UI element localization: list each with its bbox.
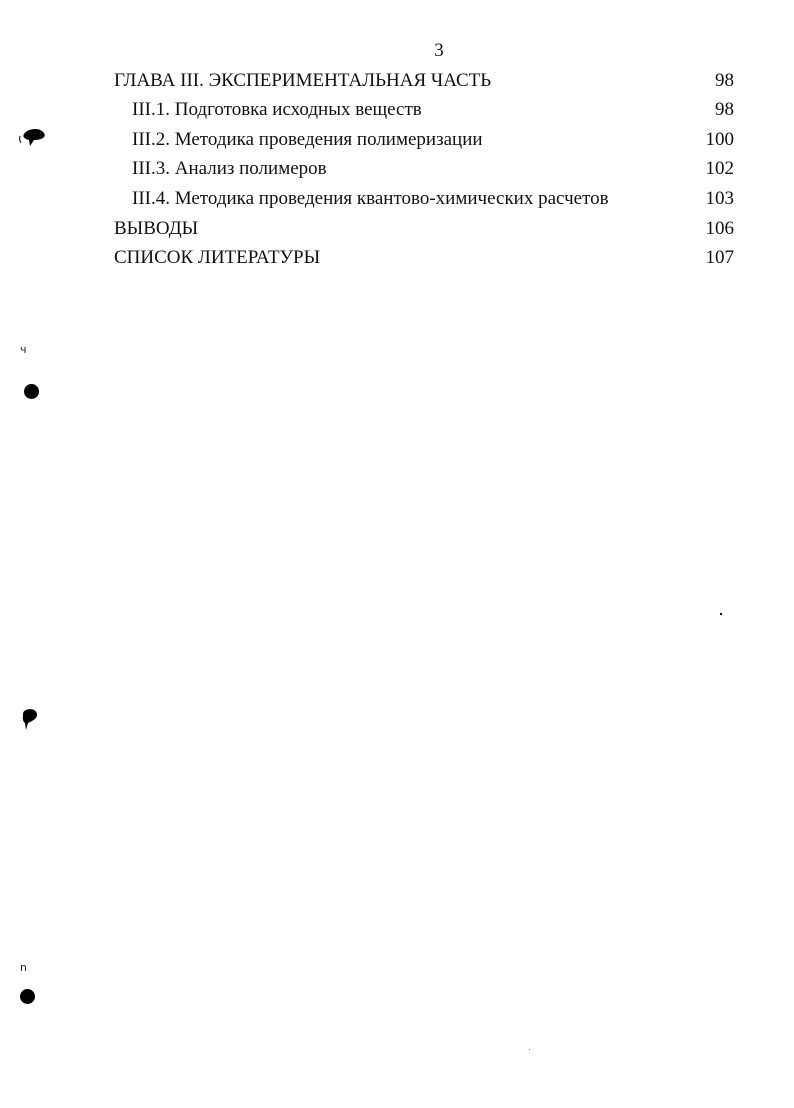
toc-entry-title: III.2. Методика проведения полимеризации — [132, 129, 483, 150]
toc-entry-section-3-1 — [114, 98, 734, 122]
scan-dot — [720, 613, 722, 615]
toc-entry-section-3-3 — [114, 157, 734, 181]
binder-hole-upper — [24, 384, 39, 399]
toc-entry-page: 103 — [705, 188, 734, 209]
scan-blot-middle — [20, 706, 42, 734]
toc-entry-page: 107 — [705, 247, 734, 268]
toc-entry-title: ГЛАВА III. ЭКСПЕРИМЕНТАЛЬНАЯ ЧАСТЬ — [114, 70, 492, 91]
toc-entry-page: 100 — [705, 129, 734, 150]
toc-entry-title: СПИСОК ЛИТЕРАТУРЫ — [114, 247, 321, 268]
toc-entry-page: 98 — [715, 99, 734, 120]
toc-entry-section-3-2 — [114, 128, 734, 152]
binder-hole-lower — [20, 989, 35, 1004]
scan-blot-top — [18, 126, 48, 148]
toc-entry-page: 106 — [705, 218, 734, 239]
page-number: 3 — [434, 40, 444, 61]
toc-entry-page: 102 — [705, 158, 734, 179]
scan-speck: ч — [20, 343, 27, 356]
scan-speck: ո — [20, 961, 27, 974]
toc-entry-page: 98 — [715, 70, 734, 91]
toc-entry-references — [114, 246, 734, 270]
toc-entry-title: III.3. Анализ полимеров — [132, 158, 327, 179]
toc-entry-title: III.1. Подготовка исходных веществ — [132, 99, 422, 120]
scan-dot — [529, 1049, 530, 1050]
toc-entry-chapter-3 — [114, 69, 734, 93]
toc-entry-section-3-4 — [114, 187, 734, 211]
toc-entry-title: ВЫВОДЫ — [114, 218, 199, 239]
toc-entry-conclusions — [114, 217, 734, 241]
toc-entry-title: III.4. Методика проведения квантово-химических расчетов — [132, 188, 609, 209]
